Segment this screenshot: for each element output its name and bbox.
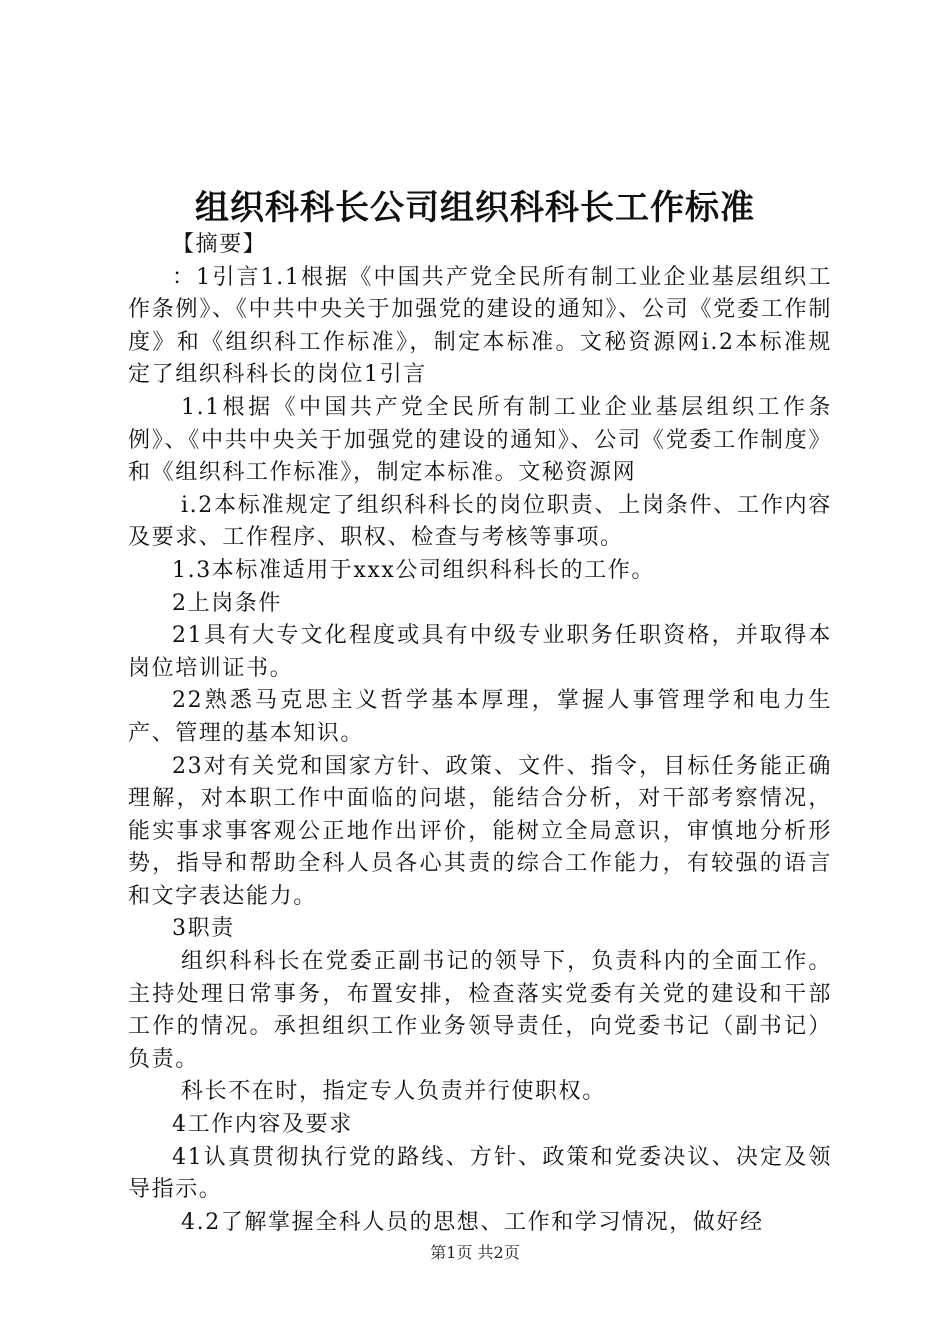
page-footer: 第1页 共2页 (430, 1243, 520, 1262)
document-title: 组织科科长公司组织科科长工作标准 (195, 188, 755, 228)
paragraph-1: ：1引言1.1根据《中国共产党全民所有制工业企业基层组织工作条例》、《中共中央关于加强党的建设的通知》、公司《党委工作制度》和《组织科工作标准》，制定本标准。文秘资源网i.2本标准规定了组织科科长的岗位1引言 (128, 264, 832, 388)
paragraph-5: 21具有大专文化程度或具有中级专业职务任职资格，并取得本岗位培训证书。 (128, 623, 832, 681)
paragraph-3: i.2本标准规定了组织科科长的岗位职责、上岗条件、工作内容及要求、工作程序、职权、检查与考核等事项。 (128, 492, 832, 551)
paragraph-7: 23对有关党和国家方针、政策、文件、指令，目标任务能正确理解，对本职工作中面临的问堪，能结合分析，对干部考察情况，能实事求事客观公正地作出评价，能树立全局意识，审慎地分析形势，指导和帮助全科人员各心其责的综合工作能力，有较强的语言和文字表达能力。 (128, 753, 832, 909)
paragraph-10: 41认真贯彻执行党的路线、方针、政策和党委决议、决定及领导指示。 (128, 1144, 832, 1203)
paragraph-8: 组织科科长在党委正副书记的领导下，负责科内的全面工作。主持处理日常事务，布置安排，检查落实党委有关党的建设和干部工作的情况。承担组织工作业务领导责任，向党委书记（副书记）负责。 (128, 949, 832, 1072)
paragraph-2: 1.1根据《中国共产党全民所有制工业企业基层组织工作条例》、《中共中央关于加强党的建设的通知》、公司《党委工作制度》和《组织科工作标准》，制定本标准。文秘资源网 (128, 394, 832, 486)
paragraph-4: 1.3本标准适用于xxx公司组织科科长的工作。 (172, 557, 656, 583)
document-body (128, 229, 832, 1239)
section-heading-3: 3职责 (172, 916, 235, 942)
section-heading-2: 2上岗条件 (172, 590, 282, 616)
section-heading-4: 4工作内容及要求 (172, 1112, 353, 1138)
paragraph-11: 4.2了解掌握全科人员的思想、工作和学习情况，做好经 (181, 1209, 764, 1235)
paragraph-9: 科长不在时，指定专人负责并行使职权。 (181, 1079, 606, 1105)
abstract-label: 【摘要】 (172, 232, 267, 257)
paragraph-6: 22熟悉马克思主义哲学基本厚理，掌握人事管理学和电力生产、管理的基本知识。 (128, 688, 832, 746)
